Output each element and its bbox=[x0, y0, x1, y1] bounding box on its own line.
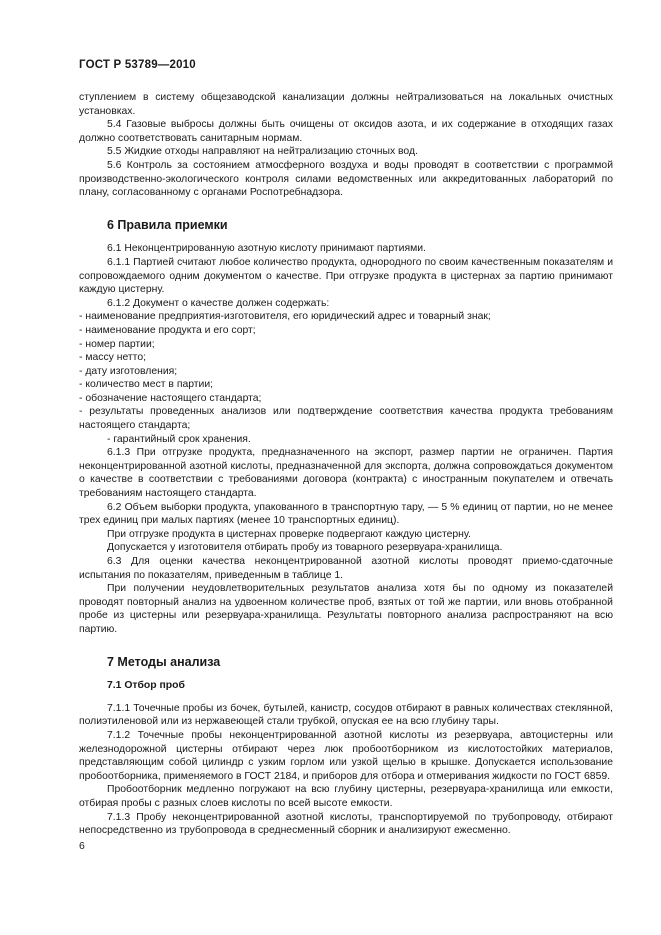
paragraph: - наименование предприятия-изготовителя, его юридический адрес и товарный знак; bbox=[79, 311, 491, 323]
section-heading: 7 Методы анализа bbox=[107, 654, 221, 669]
document-body bbox=[79, 91, 613, 838]
paragraph: - номер партии; bbox=[79, 338, 155, 350]
paragraph: - результаты проведенных анализов или подтверждение соответствия качества продукта требованиям настоящего стандарта; bbox=[79, 406, 613, 432]
subsection-heading: 7.1 Отбор проб bbox=[107, 680, 185, 692]
paragraph: 7.1.2 Точечные пробы неконцентрированной азотной кислоты из резервуара, автоцистерны или железнодорожной цистерны отбирают через люк пробоотборником из кислотостойких материалов, представляющим собой цилиндр с узким горлом или узкой щелью в крышке. Допускается использование пробоотборника, применяемого в ГОСТ 2184, и приборов для отбора и отмеривания жидкости по ГОСТ 6859. bbox=[79, 729, 613, 782]
page-number: 6 bbox=[79, 841, 85, 852]
paragraph: - количество мест в партии; bbox=[79, 379, 214, 391]
paragraph: - дату изготовления; bbox=[79, 365, 178, 377]
paragraph: 5.4 Газовые выбросы должны быть очищены от оксидов азота, и их содержание в отходящих газах должно соответствовать санитарным нормам. bbox=[79, 119, 613, 144]
paragraph: 5.6 Контроль за состоянием атмосферного воздуха и воды проводят в соответствии с программой производственно-экологического контроля силами ведомственных или аккредитованных лабораторий по плану, согласованному с органами Роспотребнадзора. bbox=[79, 159, 613, 199]
paragraph: 5.5 Жидкие отходы направляют на нейтрализацию сточных вод. bbox=[107, 146, 418, 158]
paragraph: - обозначение настоящего стандарта; bbox=[79, 392, 262, 404]
paragraph: 6.1.3 При отгрузке продукта, предназначенного на экспорт, размер партии не ограничен. Партия неконцентрированной азотной кислоты, предназначенной для экспорта, должна сопровождаться документом о качестве в соответствии с требованиями договора (контракта) с иностранным покупателем и отвечать требованиям настоящего стандарта. bbox=[79, 447, 613, 500]
paragraph: 6.3 Для оценки качества неконцентрированной азотной кислоты проводят приемо-сдаточные испытания по показателям, приведенным в таблице 1. bbox=[79, 556, 613, 581]
paragraph: 6.1.2 Документ о качестве должен содержать: bbox=[107, 297, 330, 309]
paragraph: При отгрузке продукта в цистернах проверке подвергают каждую цистерну. bbox=[107, 528, 471, 540]
paragraph: 7.1.3 Пробу неконцентрированной азотной кислоты, транспортируемой по трубопроводу, отбирают непосредственно из трубопровода в среднесменный сборник и анализируют ежесменно. bbox=[79, 811, 613, 837]
paragraph: При получении неудовлетворительных результатов анализа хотя бы по одному из показателей проводят повторный анализ на удвоенном количестве проб, взятых от той же партии, или вновь отобранной пробе из цистерны или резервуара-хранилища. Результаты повторного анализа распространяют на всю партию. bbox=[79, 583, 613, 635]
paragraph: Пробоотборник медленно погружают на всю глубину цистерны, резервуара-хранилища или емкости, отбирая пробы с разных слоев кислоты по всей высоте емкости. bbox=[79, 784, 613, 809]
section-heading: 6 Правила приемки bbox=[107, 217, 228, 232]
paragraph: 6.2 Объем выборки продукта, упакованного в транспортную тару, — 5 % единиц от партии, но не менее трех единиц при малых партиях (менее 10 транспортных единиц). bbox=[79, 501, 613, 527]
page-header-doc-id: ГОСТ Р 53789—2010 bbox=[79, 59, 196, 71]
paragraph: 6.1 Неконцентрированную азотную кислоту принимают партиями. bbox=[107, 243, 426, 255]
paragraph: - массу нетто; bbox=[79, 352, 146, 364]
paragraph: ступлением в систему общезаводской канализации должны нейтрализоваться на локальных очистных установках. bbox=[79, 92, 613, 117]
paragraph: - гарантийный срок хранения. bbox=[107, 433, 251, 445]
paragraph: Допускается у изготовителя отбирать пробу из товарного резервуара-хранилища. bbox=[107, 542, 503, 554]
paragraph: 7.1.1 Точечные пробы из бочек, бутылей, канистр, сосудов отбирают в равных количествах стеклянной, полиэтиленовой или из нержавеющей стали трубкой, опуская ее на всю глубину тары. bbox=[79, 702, 613, 728]
paragraph: - наименование продукта и его сорт; bbox=[79, 324, 256, 336]
paragraph: 6.1.1 Партией считают любое количество продукта, однородного по своим качественным показателям и сопровождаемого одним документом о качестве. При отгрузке продукта в цистернах за партию принимают каждую цистерну. bbox=[79, 256, 613, 296]
